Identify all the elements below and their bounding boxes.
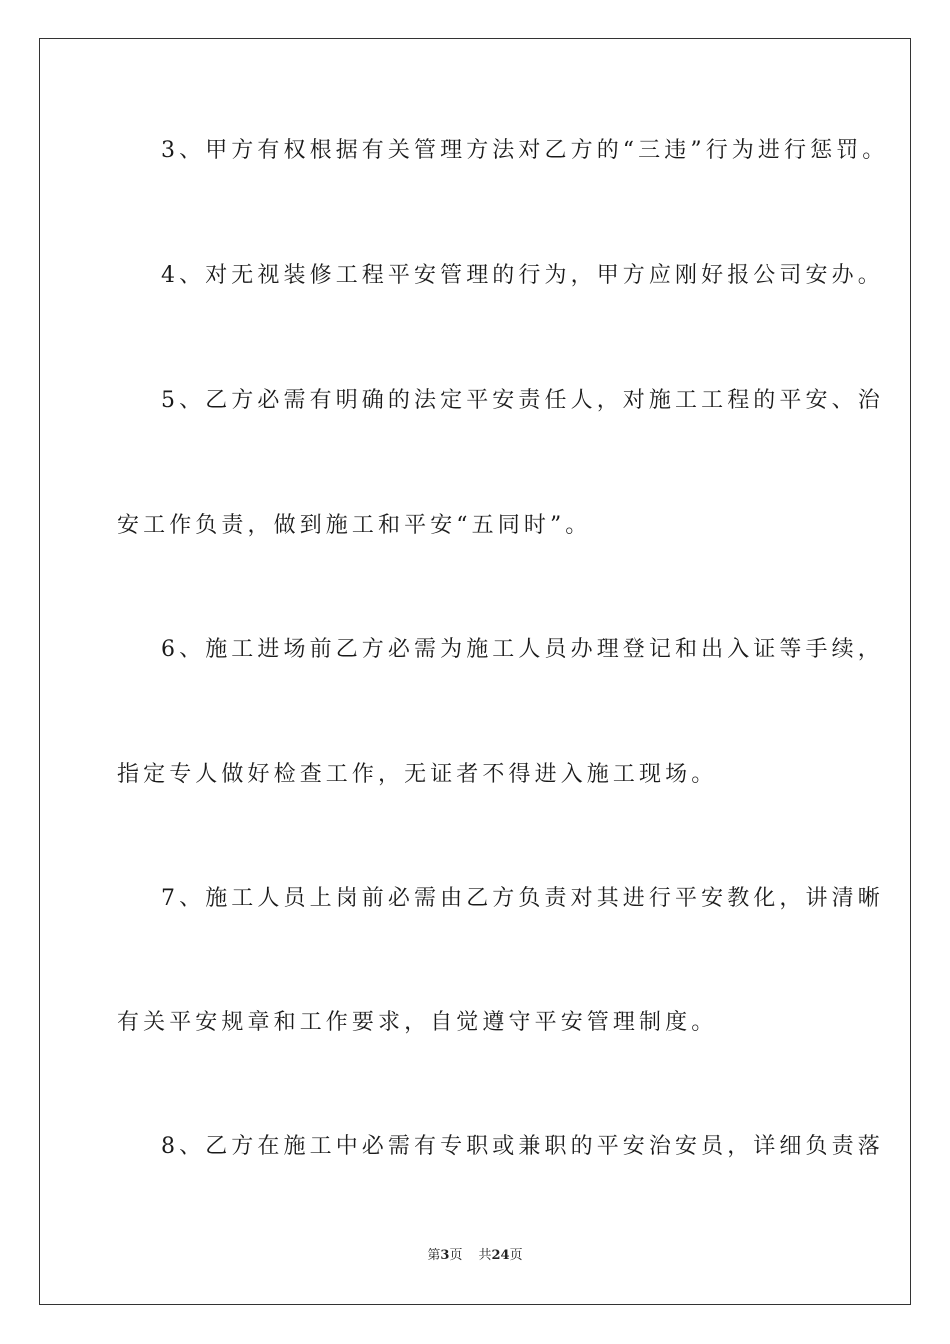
footer-total-number: 24 bbox=[491, 1248, 510, 1263]
paragraph-5-line-1: 5、乙方必需有明确的法定平安责任人，对施工工程的平安、治 bbox=[161, 388, 884, 413]
page-border bbox=[39, 38, 911, 1305]
paragraph-6-line-2: 指定专人做好检查工作，无证者不得进入施工现场。 bbox=[117, 762, 718, 787]
footer-page-number: 3 bbox=[440, 1248, 450, 1263]
page-footer bbox=[0, 1248, 950, 1264]
paragraph-3-line-1: 3、甲方有权根据有关管理方法对乙方的“三违”行为进行惩罚。 bbox=[161, 138, 889, 163]
footer-total-suffix: 页 bbox=[509, 1248, 523, 1263]
footer-page-suffix: 页 bbox=[449, 1248, 463, 1263]
footer-page-prefix: 第 bbox=[427, 1248, 441, 1263]
footer-total-prefix: 共 bbox=[478, 1248, 492, 1263]
paragraph-6-line-1: 6、施工进场前乙方必需为施工人员办理登记和出入证等手续， bbox=[161, 637, 884, 662]
paragraph-5-line-2: 安工作负责，做到施工和平安“五同时”。 bbox=[117, 513, 592, 538]
paragraph-7-line-2: 有关平安规章和工作要求，自觉遵守平安管理制度。 bbox=[117, 1010, 718, 1035]
paragraph-8-line-1: 8、乙方在施工中必需有专职或兼职的平安治安员，详细负责落 bbox=[161, 1134, 884, 1159]
paragraph-4-line-1: 4、对无视装修工程平安管理的行为，甲方应刚好报公司安办。 bbox=[161, 263, 884, 288]
paragraph-7-line-1: 7、施工人员上岗前必需由乙方负责对其进行平安教化，讲清晰 bbox=[161, 886, 884, 911]
